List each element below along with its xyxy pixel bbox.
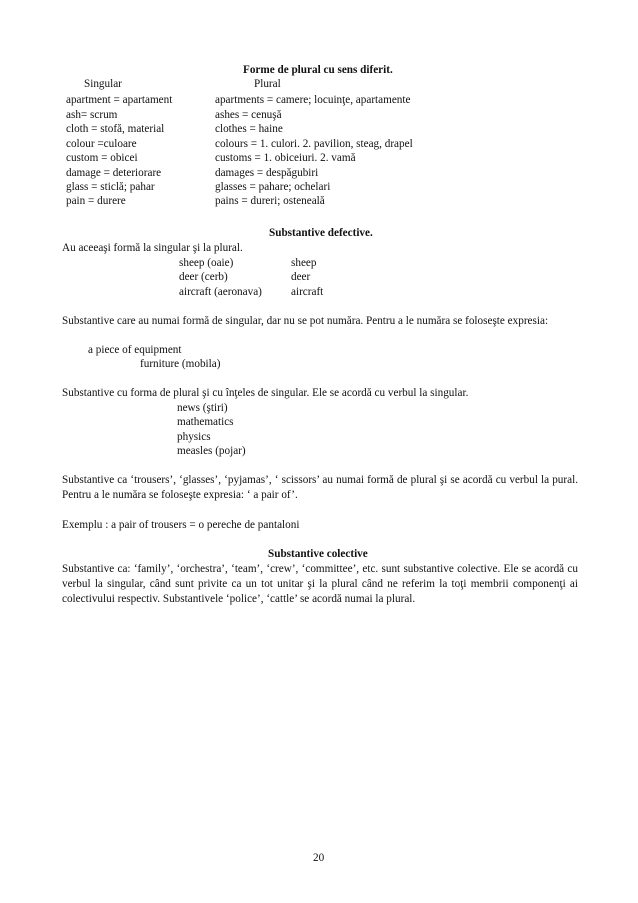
collective-nouns-paragraph: Substantive ca: ‘family’, ‘orchestra’, ‘team’, ‘crew’, ‘committee’, etc. sunt substantive colective. Ele se acordă cu verbul la singular, când sunt privite ca un tot unitar şi la plural când ne referim la toţi membrii componenţi ai colectivului respectiv. Substantivele ‘police’, ‘cattle’ se acordă numai la plural. [62,563,578,605]
section-title-defective-nouns: Substantive defective. [269,227,373,239]
pair-of-example: Exemplu : a pair of trousers = o pereche de pantaloni [62,519,300,531]
table-row [0,180,638,195]
table-row [0,194,638,209]
plural-cell: sheep [291,257,317,269]
plural-cell: clothes = haine [215,123,283,135]
plural-cell: damages = despăgubiri [215,167,319,179]
plural-form-example: physics [177,431,211,443]
defective-intro: Au aceeaşi formă la singular şi la plural. [62,242,243,254]
table-row [0,151,638,166]
column-header-singular: Singular [84,78,122,90]
plural-cell: customs = 1. obiceiuri. 2. vamă [215,152,356,164]
column-header-plural: Plural [254,78,281,90]
table-row [0,285,638,300]
table-row [0,122,638,137]
section-title-plural-meanings: Forme de plural cu sens diferit. [243,64,393,76]
singular-cell: glass = sticlă; pahar [66,181,155,193]
plural-cell: ashes = cenuşă [215,109,282,121]
table-row [0,108,638,123]
plural-form-example: news (ştiri) [177,402,228,414]
plural-cell: colours = 1. culori. 2. pavilion, steag, drapel [215,138,413,150]
plural-form-paragraph: Substantive cu forma de plural şi cu înţeles de singular. Ele se acordă cu verbul la singular. [62,387,469,399]
singular-cell: ash= scrum [66,109,118,121]
page-number: 20 [313,852,325,864]
singular-cell: apartment = apartament [66,94,173,106]
singular-cell: pain = durere [66,195,126,207]
table-row [0,270,638,285]
singular-cell: aircraft (aeronava) [179,286,262,298]
uncountable-example-2: furniture (mobila) [140,358,221,370]
singular-cell: deer (cerb) [179,271,228,283]
plural-cell: deer [291,271,311,283]
plural-cell: apartments = camere; locuinţe, apartamente [215,94,411,106]
uncountable-example-1: a piece of equipment [88,344,182,356]
singular-cell: colour =culoare [66,138,137,150]
singular-cell: damage = deteriorare [66,167,162,179]
uncountable-paragraph: Substantive care au numai formă de singular, dar nu se pot număra. Pentru a le număra se foloseşte expresia: [62,315,549,327]
plural-cell: aircraft [291,286,324,298]
section-title-collective-nouns: Substantive colective [268,548,368,560]
plural-cell: glasses = pahare; ochelari [215,181,331,193]
plural-cell: pains = dureri; osteneală [215,195,325,207]
plural-form-example: mathematics [177,416,234,428]
singular-cell: custom = obicei [66,152,138,164]
table-row [0,137,638,152]
singular-cell: sheep (oaie) [179,257,234,269]
table-row [0,256,638,271]
singular-cell: cloth = stofă, material [66,123,165,135]
pair-of-paragraph: Substantive ca ‘trousers’, ‘glasses’, ‘pyjamas’, ‘ scissors’ au numai formă de plural şi se acordă cu verbul la pural. Pentru a le număra se foloseşte expresia: ‘ a pair of’. [62,474,578,501]
table-row [0,166,638,181]
plural-form-example: measles (pojar) [177,445,246,457]
table-row [0,93,638,108]
